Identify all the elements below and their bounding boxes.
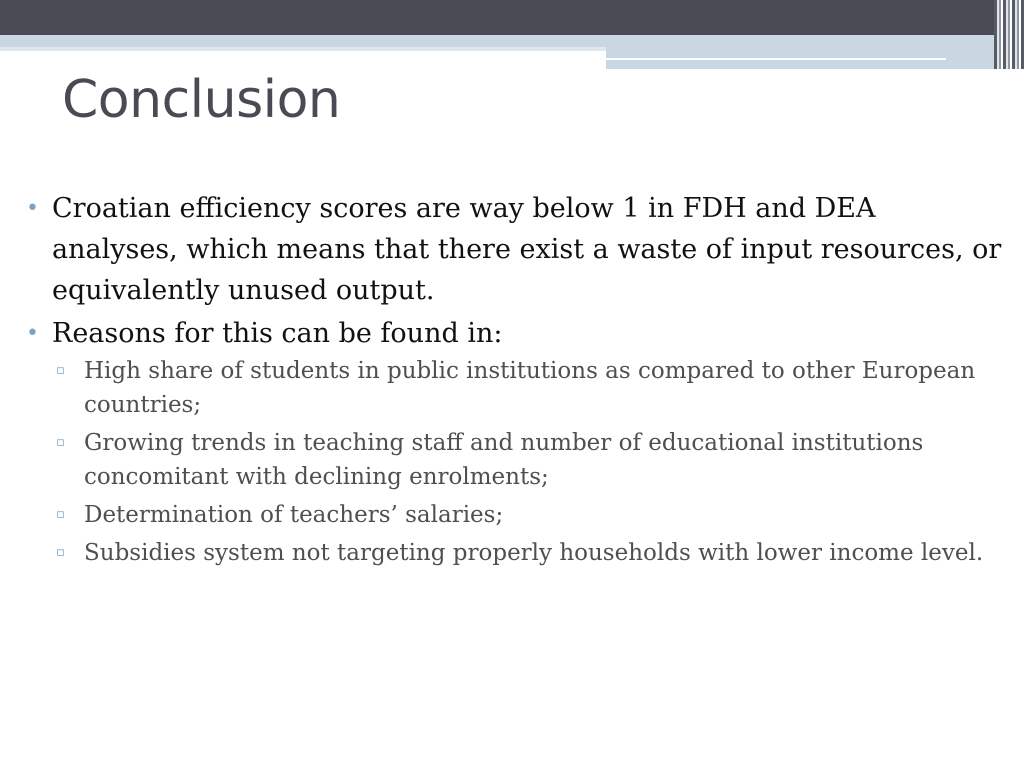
bullet-item [22, 313, 1002, 570]
sub-bullet-text: Growing trends in teaching staff and number of educational institutions concomitant with declining enrolments; [84, 430, 924, 490]
bullet-list [22, 188, 1002, 570]
sub-bullet-icon: ▫ [56, 363, 65, 378]
bullet-icon: • [26, 196, 39, 221]
sub-bullet-item [52, 426, 1002, 494]
sub-bullet-icon: ▫ [56, 545, 65, 560]
slide-content [22, 188, 1002, 574]
sub-bullet-icon: ▫ [56, 435, 65, 450]
sub-bullet-text: Determination of teachers’ salaries; [84, 502, 504, 528]
header-right-line [606, 58, 946, 60]
sub-bullet-icon: ▫ [56, 507, 65, 522]
sub-bullet-text: High share of students in public institutions as compared to other European countries; [84, 358, 976, 418]
header-stripes [994, 0, 1024, 69]
header-light-band-thin [0, 47, 606, 51]
sub-bullet-item [52, 498, 1002, 532]
slide-title: Conclusion [62, 70, 341, 130]
sub-bullet-item [52, 536, 1002, 570]
sub-bullet-item [52, 354, 1002, 422]
header-light-band [0, 35, 1024, 47]
sub-bullet-list [52, 354, 1002, 570]
bullet-icon: • [26, 321, 39, 346]
bullet-text: Reasons for this can be found in: [52, 318, 503, 349]
bullet-item [22, 188, 1002, 311]
header-dark-band [0, 0, 1024, 35]
sub-bullet-text: Subsidies system not targeting properly households with lower income level. [84, 540, 984, 566]
bullet-text: Croatian efficiency scores are way below 1 in FDH and DEA analyses, which means that there exist a waste of input resources, or equivalently unused output. [52, 193, 1002, 306]
